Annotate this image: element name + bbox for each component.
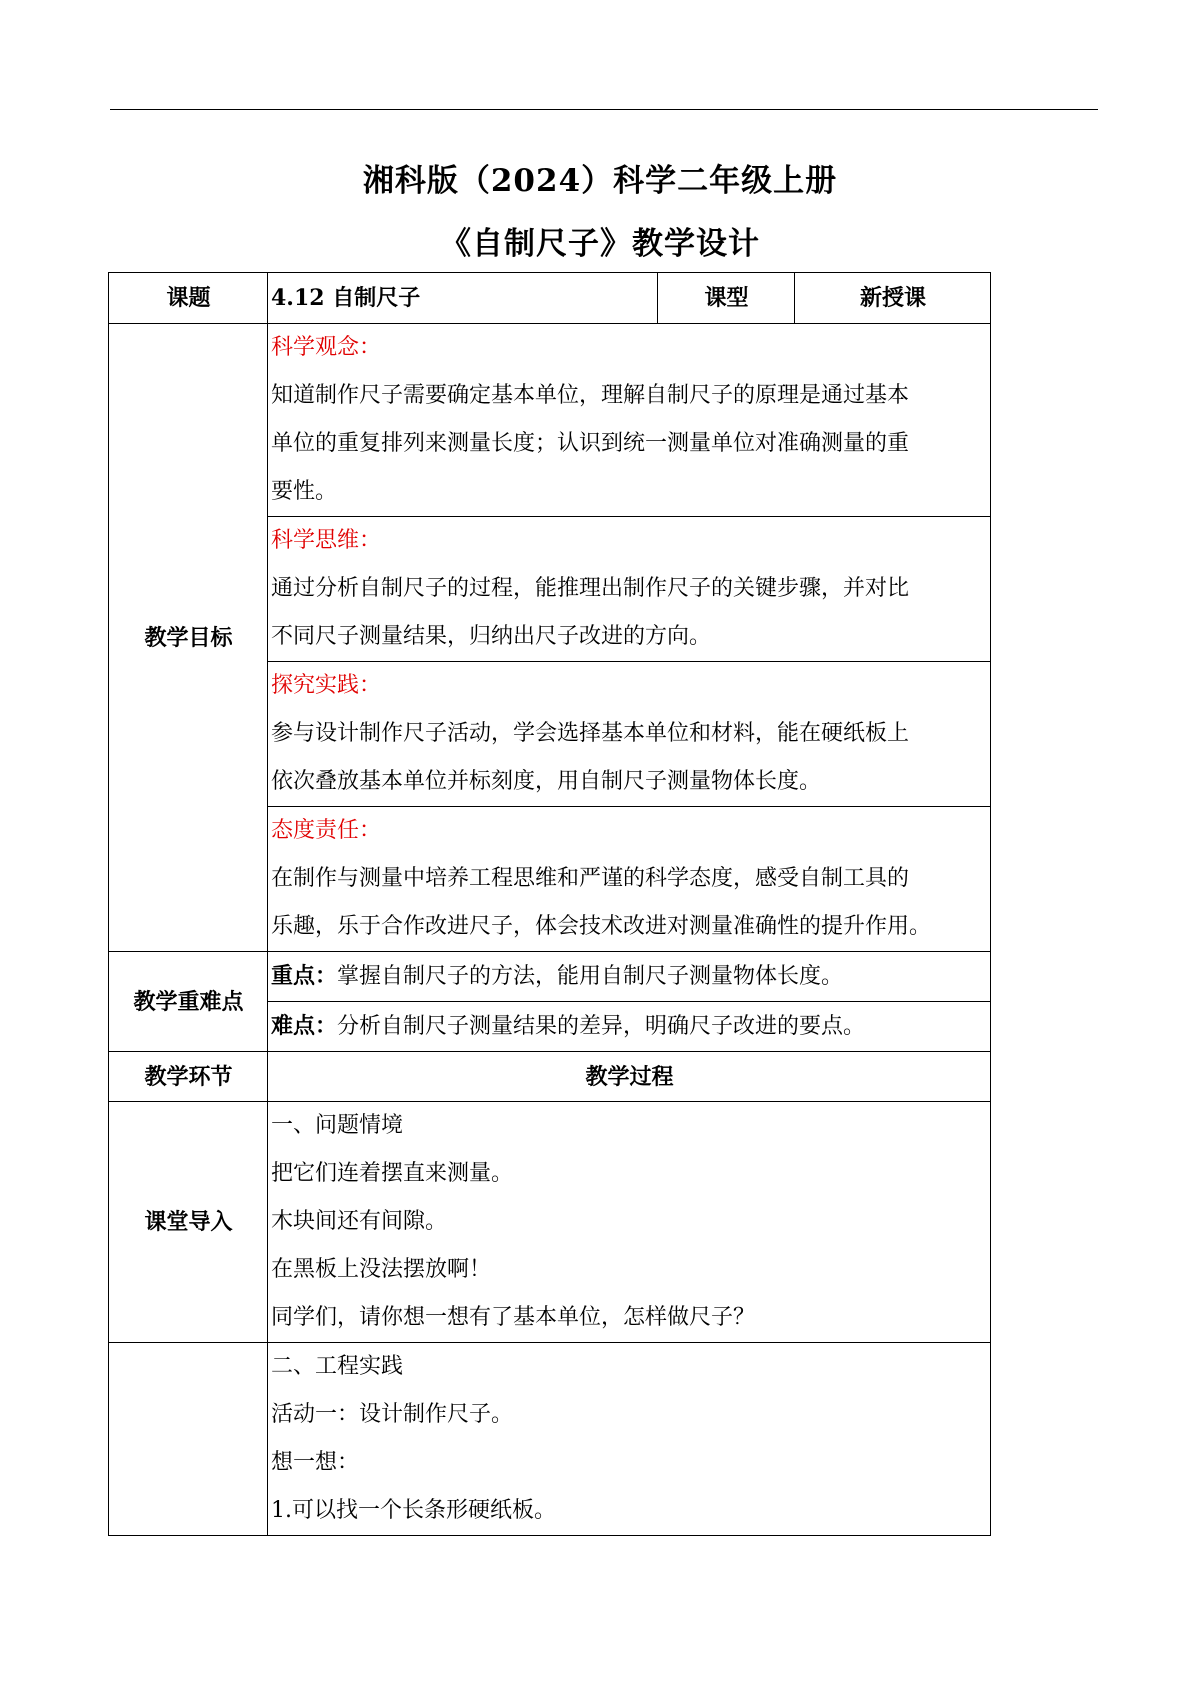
document-subtitle: 《自制尺子》教学设计 — [440, 226, 760, 262]
key-point-text: 掌握自制尺子的方法，能用自制尺子测量物体长度。 — [337, 964, 844, 989]
goal-text-line: 依次叠放基本单位并标刻度，用自制尺子测量物体长度。 — [271, 769, 822, 794]
key-points-label: 教学重难点 — [109, 952, 268, 1052]
key-point-row — [109, 952, 991, 1002]
intro-line: 把它们连着摆直来测量。 — [271, 1161, 514, 1186]
type-value: 新授课 — [795, 273, 991, 324]
practice-line: 1.可以找一个长条形硬纸板。 — [271, 1498, 556, 1523]
goal-text-line: 不同尺子测量结果，归纳出尺子改进的方向。 — [271, 624, 712, 649]
type-label: 课型 — [658, 273, 795, 324]
header-rule — [110, 109, 1098, 110]
stage-header: 教学环节 — [109, 1052, 268, 1102]
goal-thinking — [268, 517, 991, 662]
practice-line: 想一想： — [271, 1450, 360, 1475]
goal-text-line: 在制作与测量中培养工程思维和严谨的科学态度，感受自制工具的 — [271, 866, 910, 891]
process-header-row — [109, 1052, 991, 1102]
practice-line: 二、工程实践 — [271, 1354, 404, 1379]
goal-text-line: 知道制作尺子需要确定基本单位，理解自制尺子的原理是通过基本 — [271, 383, 910, 408]
goal-text-line: 单位的重复排列来测量长度；认识到统一测量单位对准确测量的重 — [271, 431, 910, 456]
document-title: 湘科版（2024）科学二年级上册 — [362, 163, 838, 199]
goal-text-line: 乐趣，乐于合作改进尺子，体会技术改进对测量准确性的提升作用。 — [271, 914, 932, 939]
intro-row — [109, 1102, 991, 1343]
goal-heading: 探究实践： — [271, 673, 382, 698]
intro-content — [268, 1102, 991, 1343]
intro-line: 木块间还有间隙。 — [271, 1209, 448, 1234]
goal-attitude — [268, 807, 991, 952]
difficult-point-text: 分析自制尺子测量结果的差异，明确尺子改进的要点。 — [337, 1014, 866, 1039]
topic-row — [109, 273, 991, 324]
goal-heading: 科学观念： — [271, 335, 382, 360]
practice-row — [109, 1343, 991, 1536]
goal-heading: 态度责任： — [271, 818, 382, 843]
goal-concept — [268, 324, 991, 517]
goal-practice — [268, 662, 991, 807]
lesson-plan-table — [108, 272, 991, 1536]
goals-label: 教学目标 — [109, 324, 268, 952]
goal-heading: 科学思维： — [271, 528, 382, 553]
difficult-point-label: 难点： — [271, 1013, 338, 1039]
key-point — [268, 952, 991, 1002]
intro-line: 一、问题情境 — [271, 1113, 404, 1138]
difficult-point — [268, 1002, 991, 1052]
intro-label: 课堂导入 — [109, 1102, 268, 1343]
goal-row-concept — [109, 324, 991, 517]
practice-label — [109, 1343, 268, 1536]
key-point-label: 重点： — [271, 963, 338, 989]
intro-line: 同学们，请你想一想有了基本单位，怎样做尺子？ — [271, 1305, 756, 1330]
topic-label: 课题 — [109, 273, 268, 324]
goal-text-line: 参与设计制作尺子活动，学会选择基本单位和材料，能在硬纸板上 — [271, 721, 910, 746]
practice-content — [268, 1343, 991, 1536]
goal-text-line: 通过分析自制尺子的过程，能推理出制作尺子的关键步骤，并对比 — [271, 576, 910, 601]
topic-value: 4.12 自制尺子 — [268, 273, 658, 324]
process-header: 教学过程 — [268, 1052, 991, 1102]
goal-text-line: 要性。 — [271, 479, 338, 504]
intro-line: 在黑板上没法摆放啊！ — [271, 1257, 492, 1282]
practice-line: 活动一：设计制作尺子。 — [271, 1402, 514, 1427]
